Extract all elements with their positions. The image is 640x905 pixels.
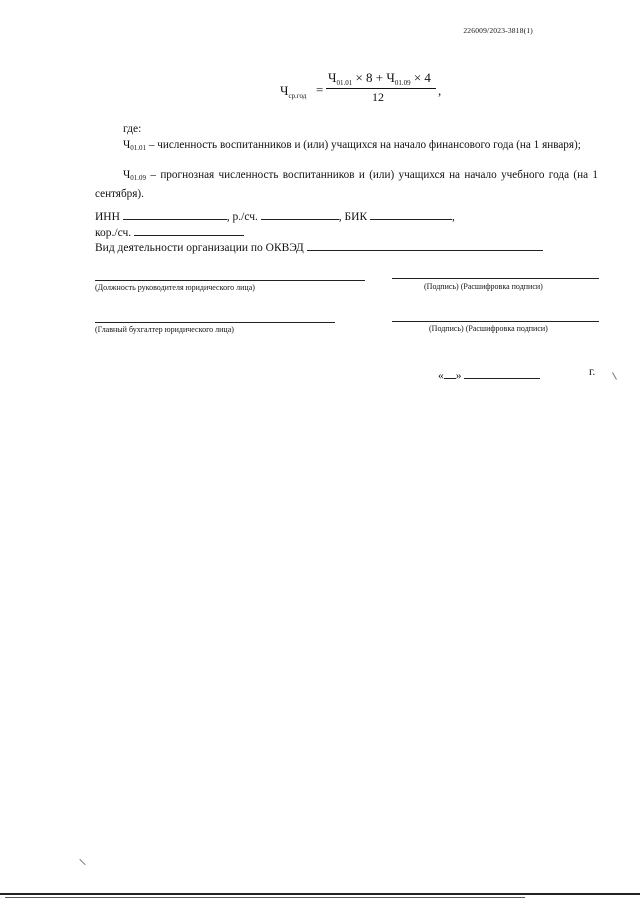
date-open-quote: «: [438, 370, 444, 382]
inn-field[interactable]: [123, 209, 227, 220]
inn-label: ИНН: [95, 211, 120, 223]
rs-field[interactable]: [261, 209, 339, 220]
date-close-quote: »: [455, 370, 462, 382]
head-signature-caption: (Подпись) (Расшифровка подписи): [424, 282, 543, 291]
definition-sep: $Ч_{01.09}$ – прогнозная численность воспитанников и (или) учащихся на начало учебного года (на 1 сентября).: [95, 169, 598, 200]
date-month-field[interactable]: [464, 368, 540, 379]
requisites-line-3: [95, 240, 543, 254]
head-position-line[interactable]: [95, 280, 365, 281]
bik-label: , БИК: [338, 211, 368, 223]
okved-label: Вид деятельности организации по ОКВЭД: [95, 242, 304, 254]
scan-mark-bottom: [79, 859, 85, 865]
accountant-signature-line[interactable]: [392, 321, 599, 322]
head-signature-line[interactable]: [392, 278, 599, 279]
scan-mark: [612, 372, 617, 379]
ks-field[interactable]: [134, 225, 244, 236]
okved-field[interactable]: [307, 240, 543, 251]
formula-denominator: 12: [372, 90, 384, 104]
formula-lhs: $Ч_{ср.год}$: [280, 83, 307, 100]
requisites-line-2: [95, 225, 244, 239]
document-number: 226009/2023-3818(1): [463, 26, 533, 35]
definition-jan: $Ч_{01.01}$ – численность воспитанников и (или) учащихся на начало финансового года (на 1 января);: [123, 139, 581, 152]
bik-field[interactable]: [370, 209, 452, 220]
date-day-field[interactable]: [444, 368, 456, 379]
accountant-position-caption: (Главный бухгалтер юридического лица): [95, 325, 234, 334]
trailing-comma: ,: [452, 211, 455, 223]
fraction-bar: [326, 88, 436, 89]
scan-edge-line-secondary: [5, 897, 525, 898]
rs-label: , р./сч.: [226, 211, 258, 223]
scan-edge-line: [0, 893, 640, 895]
accountant-position-line[interactable]: [95, 322, 335, 323]
date-year-suffix: г.: [589, 366, 596, 378]
formula-numerator: $Ч_{01.01} \times 8 + Ч_{01.09} \times 4$: [328, 70, 431, 87]
formula-equals: =: [316, 82, 324, 97]
ks-label: кор./сч.: [95, 227, 132, 239]
accountant-signature-caption: (Подпись) (Расшифровка подписи): [429, 324, 548, 333]
where-label: где:: [123, 123, 142, 135]
requisites-line-1: [95, 209, 455, 223]
average-annual-formula: [280, 70, 450, 110]
head-position-caption: (Должность руководителя юридического лица): [95, 283, 255, 292]
formula-comma: ,: [438, 83, 442, 98]
date-line: [438, 368, 540, 382]
